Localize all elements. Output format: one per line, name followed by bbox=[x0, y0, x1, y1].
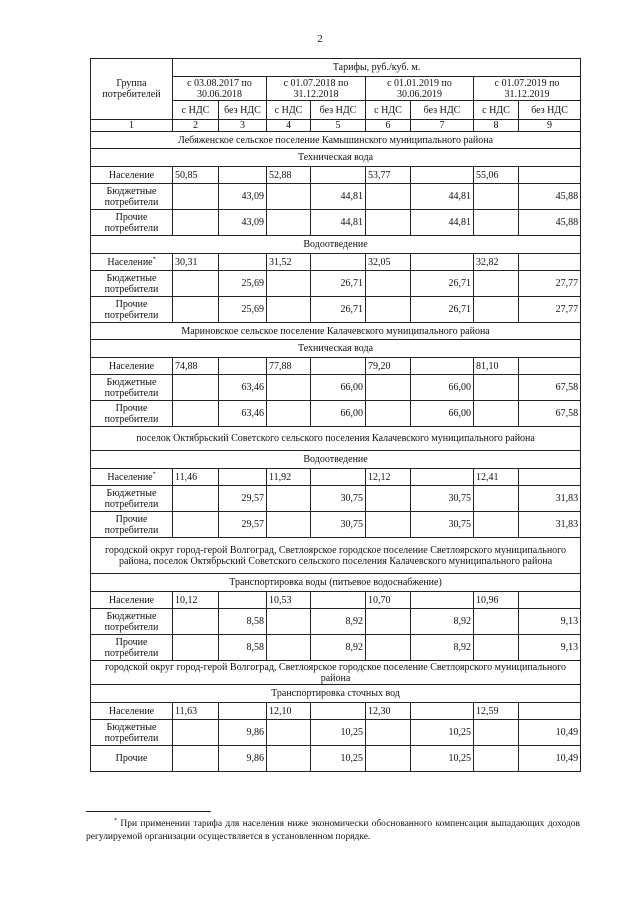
consumer-group-text: Бюджетные потребители bbox=[104, 272, 159, 295]
consumer-group-label bbox=[91, 401, 173, 427]
subsection-title: Техническая вода bbox=[91, 149, 581, 167]
tariff-with-vat bbox=[267, 746, 311, 772]
tariff-with-vat bbox=[366, 375, 411, 401]
tariff-with-vat: 55,06 bbox=[474, 167, 519, 184]
tariff-with-vat bbox=[267, 210, 311, 236]
tariff-without-vat: 43,09 bbox=[219, 184, 267, 210]
tariff-with-vat: 52,88 bbox=[267, 167, 311, 184]
vat-without-header: без НДС bbox=[219, 101, 267, 120]
tariff-with-vat bbox=[173, 401, 219, 427]
tariff-with-vat: 12,41 bbox=[474, 469, 519, 486]
tariff-without-vat: 10,49 bbox=[519, 720, 581, 746]
tariff-with-vat bbox=[267, 401, 311, 427]
table-row bbox=[91, 703, 581, 720]
tariff-without-vat: 27,77 bbox=[519, 271, 581, 297]
tariff-without-vat: 29,57 bbox=[219, 486, 267, 512]
tariff-without-vat: 10,25 bbox=[311, 720, 366, 746]
tariff-with-vat bbox=[474, 635, 519, 661]
tariff-with-vat bbox=[474, 375, 519, 401]
tariff-with-vat: 10,53 bbox=[267, 592, 311, 609]
consumer-group-label bbox=[91, 635, 173, 661]
tariff-without-vat: 44,81 bbox=[411, 184, 474, 210]
tariff-with-vat bbox=[173, 271, 219, 297]
tariff-with-vat bbox=[366, 609, 411, 635]
tariff-without-vat: 44,81 bbox=[311, 184, 366, 210]
tariff-without-vat: 45,88 bbox=[519, 184, 581, 210]
tariff-with-vat bbox=[474, 486, 519, 512]
tariff-with-vat bbox=[267, 486, 311, 512]
tariff-with-vat bbox=[474, 210, 519, 236]
tariff-without-vat bbox=[311, 167, 366, 184]
consumer-group-label bbox=[91, 184, 173, 210]
footnote-text: При применении тарифа для населения ниже экономически обоснованного компенсация выпадающих доходов регулируемой организации осуществляется в установленном порядке. bbox=[86, 819, 581, 842]
table-row bbox=[91, 297, 581, 323]
period-header: с 01.01.2019 по 30.06.2019 bbox=[366, 77, 474, 101]
tariff-with-vat: 11,63 bbox=[173, 703, 219, 720]
consumer-group-text: Бюджетные потребители bbox=[104, 185, 159, 208]
tariff-without-vat bbox=[311, 469, 366, 486]
table-row bbox=[91, 746, 581, 772]
tariff-with-vat bbox=[173, 746, 219, 772]
tariff-without-vat bbox=[311, 254, 366, 271]
tariff-with-vat bbox=[474, 184, 519, 210]
subsection-title: Транспортировка воды (питьевое водоснабжение) bbox=[91, 574, 581, 592]
tariff-without-vat: 44,81 bbox=[311, 210, 366, 236]
consumer-group-label bbox=[91, 720, 173, 746]
tariff-with-vat: 32,82 bbox=[474, 254, 519, 271]
column-number: 2 bbox=[173, 120, 219, 132]
tariff-without-vat: 31,83 bbox=[519, 486, 581, 512]
column-number: 1 bbox=[91, 120, 173, 132]
page-number: 2 bbox=[317, 33, 323, 45]
consumer-group-text: Население bbox=[107, 471, 153, 483]
tariff-without-vat: 8,58 bbox=[219, 609, 267, 635]
tariff-without-vat: 29,57 bbox=[219, 512, 267, 538]
consumer-group-label bbox=[91, 254, 173, 271]
tariff-without-vat: 30,75 bbox=[311, 512, 366, 538]
tariff-without-vat bbox=[411, 703, 474, 720]
section-title: поселок Октябрьский Советского сельского поселения Калачевского муниципального района bbox=[91, 427, 581, 451]
tariff-with-vat bbox=[366, 746, 411, 772]
tariff-with-vat: 53,77 bbox=[366, 167, 411, 184]
tariff-without-vat: 26,71 bbox=[311, 271, 366, 297]
tariff-without-vat: 31,83 bbox=[519, 512, 581, 538]
tariff-with-vat bbox=[267, 375, 311, 401]
tariff-without-vat bbox=[311, 592, 366, 609]
tariff-without-vat: 26,71 bbox=[411, 271, 474, 297]
section-title: Мариновское сельское поселение Калачевского муниципального района bbox=[91, 323, 581, 340]
table-row bbox=[91, 167, 581, 184]
tariff-with-vat bbox=[173, 635, 219, 661]
column-number: 4 bbox=[267, 120, 311, 132]
tariff-without-vat bbox=[219, 167, 267, 184]
section-title: Лебяженское сельское поселение Камышинского муниципального района bbox=[91, 132, 581, 149]
consumer-group-text: Прочие потребители bbox=[104, 402, 159, 425]
consumer-group-text: Население bbox=[108, 705, 155, 717]
tariff-without-vat bbox=[519, 167, 581, 184]
tariff-without-vat: 66,00 bbox=[411, 401, 474, 427]
tariff-without-vat: 66,00 bbox=[411, 375, 474, 401]
tariff-with-vat: 30,31 bbox=[173, 254, 219, 271]
tariff-with-vat bbox=[474, 297, 519, 323]
tariff-without-vat: 10,49 bbox=[519, 746, 581, 772]
tariff-with-vat bbox=[173, 210, 219, 236]
tariff-without-vat bbox=[219, 358, 267, 375]
tariff-without-vat bbox=[219, 592, 267, 609]
tariff-with-vat: 12,30 bbox=[366, 703, 411, 720]
tariff-with-vat bbox=[173, 184, 219, 210]
tariff-without-vat: 30,75 bbox=[411, 486, 474, 512]
tariff-with-vat: 50,85 bbox=[173, 167, 219, 184]
tariff-without-vat bbox=[219, 254, 267, 271]
column-number: 3 bbox=[219, 120, 267, 132]
tariff-with-vat bbox=[366, 401, 411, 427]
tariff-with-vat bbox=[173, 512, 219, 538]
table-row bbox=[91, 271, 581, 297]
column-number: 5 bbox=[311, 120, 366, 132]
table-row bbox=[91, 635, 581, 661]
tariff-with-vat bbox=[267, 512, 311, 538]
tariff-without-vat: 30,75 bbox=[311, 486, 366, 512]
consumer-group-label bbox=[91, 469, 173, 486]
tariff-without-vat: 63,46 bbox=[219, 401, 267, 427]
tariff-without-vat: 8,58 bbox=[219, 635, 267, 661]
tariff-without-vat: 63,46 bbox=[219, 375, 267, 401]
table-row bbox=[91, 358, 581, 375]
table-row bbox=[91, 375, 581, 401]
period-header: с 01.07.2019 по 31.12.2019 bbox=[474, 77, 581, 101]
vat-with-header: с НДС bbox=[366, 101, 411, 120]
tariff-with-vat bbox=[474, 720, 519, 746]
subsection-title: Техническая вода bbox=[91, 340, 581, 358]
tariff-with-vat: 31,52 bbox=[267, 254, 311, 271]
tariff-without-vat: 9,13 bbox=[519, 609, 581, 635]
column-number: 8 bbox=[474, 120, 519, 132]
tariff-without-vat: 43,09 bbox=[219, 210, 267, 236]
period-header: с 01.07.2018 по 31.12.2018 bbox=[267, 77, 366, 101]
vat-with-header: с НДС bbox=[474, 101, 519, 120]
column-number: 7 bbox=[411, 120, 474, 132]
tariff-without-vat: 10,25 bbox=[411, 720, 474, 746]
period-header: с 03.08.2017 по 30.06.2018 bbox=[173, 77, 267, 101]
table-row bbox=[91, 469, 581, 486]
column-number: 9 bbox=[519, 120, 581, 132]
tariff-without-vat: 8,92 bbox=[311, 635, 366, 661]
tariff-with-vat bbox=[474, 512, 519, 538]
tariff-with-vat bbox=[267, 297, 311, 323]
tariff-with-vat: 81,10 bbox=[474, 358, 519, 375]
table-row bbox=[91, 609, 581, 635]
tariff-with-vat bbox=[366, 486, 411, 512]
table-row bbox=[91, 210, 581, 236]
tariff-without-vat: 10,25 bbox=[311, 746, 366, 772]
tariff-without-vat bbox=[519, 358, 581, 375]
consumer-group-text: Бюджетные потребители bbox=[104, 610, 159, 633]
consumer-group-text: Прочие потребители bbox=[104, 636, 159, 659]
tariff-with-vat bbox=[366, 210, 411, 236]
tariff-with-vat bbox=[173, 486, 219, 512]
consumer-group-label bbox=[91, 609, 173, 635]
tariff-without-vat: 10,25 bbox=[411, 746, 474, 772]
tariff-with-vat: 10,70 bbox=[366, 592, 411, 609]
tariff-without-vat: 67,58 bbox=[519, 375, 581, 401]
tariff-without-vat: 30,75 bbox=[411, 512, 474, 538]
consumer-group-text: Прочие потребители bbox=[104, 211, 159, 234]
consumer-group-text: Бюджетные потребители bbox=[104, 487, 159, 510]
tariff-with-vat bbox=[366, 512, 411, 538]
footnote-ref: * bbox=[152, 256, 156, 263]
tariff-with-vat bbox=[474, 271, 519, 297]
tariff-with-vat: 12,12 bbox=[366, 469, 411, 486]
tariff-without-vat bbox=[219, 469, 267, 486]
footnote-ref: * bbox=[152, 471, 156, 478]
tariff-with-vat bbox=[267, 184, 311, 210]
tariff-without-vat bbox=[411, 469, 474, 486]
consumer-group-label bbox=[91, 703, 173, 720]
tariff-without-vat: 25,69 bbox=[219, 271, 267, 297]
tariff-without-vat bbox=[411, 358, 474, 375]
table-row bbox=[91, 512, 581, 538]
consumer-group-label bbox=[91, 746, 173, 772]
tariff-with-vat bbox=[267, 635, 311, 661]
tariff-with-vat: 10,12 bbox=[173, 592, 219, 609]
group-header: Группа потребителей bbox=[91, 59, 173, 120]
tariff-with-vat: 10,96 bbox=[474, 592, 519, 609]
tariff-without-vat: 66,00 bbox=[311, 375, 366, 401]
tariff-without-vat bbox=[519, 703, 581, 720]
tariff-without-vat bbox=[519, 469, 581, 486]
tariff-with-vat: 77,88 bbox=[267, 358, 311, 375]
consumer-group-text: Население bbox=[108, 169, 155, 181]
tariff-with-vat bbox=[474, 401, 519, 427]
table-row bbox=[91, 184, 581, 210]
tariff-with-vat bbox=[366, 184, 411, 210]
tariff-table bbox=[90, 58, 581, 772]
tariff-without-vat: 9,86 bbox=[219, 720, 267, 746]
tariff-with-vat bbox=[267, 609, 311, 635]
table-row bbox=[91, 486, 581, 512]
tariff-without-vat: 67,58 bbox=[519, 401, 581, 427]
column-number: 6 bbox=[366, 120, 411, 132]
tariff-without-vat: 26,71 bbox=[411, 297, 474, 323]
section-title: городской округ город-герой Волгоград, Светлоярское городское поселение Светлоярского муниципального района bbox=[91, 661, 581, 685]
consumer-group-label bbox=[91, 297, 173, 323]
tariff-without-vat bbox=[311, 703, 366, 720]
tariff-without-vat: 9,86 bbox=[219, 746, 267, 772]
vat-with-header: с НДС bbox=[173, 101, 219, 120]
tariff-without-vat bbox=[411, 592, 474, 609]
tariff-with-vat bbox=[267, 271, 311, 297]
tariff-with-vat: 11,46 bbox=[173, 469, 219, 486]
tariff-with-vat bbox=[474, 746, 519, 772]
tariff-with-vat: 79,20 bbox=[366, 358, 411, 375]
tariff-with-vat: 12,59 bbox=[474, 703, 519, 720]
consumer-group-label bbox=[91, 271, 173, 297]
tariff-without-vat bbox=[219, 703, 267, 720]
tariff-with-vat bbox=[173, 375, 219, 401]
tariff-without-vat: 8,92 bbox=[411, 635, 474, 661]
tariff-without-vat bbox=[519, 254, 581, 271]
vat-with-header: с НДС bbox=[267, 101, 311, 120]
tariff-header: Тарифы, руб./куб. м. bbox=[173, 59, 581, 77]
subsection-title: Транспортировка сточных вод bbox=[91, 685, 581, 703]
tariff-without-vat: 26,71 bbox=[311, 297, 366, 323]
consumer-group-text: Прочие bbox=[115, 753, 148, 764]
tariff-without-vat: 44,81 bbox=[411, 210, 474, 236]
footnote-divider bbox=[86, 811, 211, 812]
tariff-without-vat: 25,69 bbox=[219, 297, 267, 323]
consumer-group-text: Бюджетные потребители bbox=[104, 376, 159, 399]
tariff-with-vat: 74,88 bbox=[173, 358, 219, 375]
consumer-group-label bbox=[91, 486, 173, 512]
tariff-with-vat bbox=[173, 297, 219, 323]
tariff-without-vat: 66,00 bbox=[311, 401, 366, 427]
consumer-group-text: Население bbox=[108, 360, 155, 372]
consumer-group-text: Население bbox=[107, 256, 153, 268]
vat-without-header: без НДС bbox=[411, 101, 474, 120]
consumer-group-text: Прочие потребители bbox=[104, 298, 159, 321]
consumer-group-label bbox=[91, 512, 173, 538]
tariff-without-vat: 9,13 bbox=[519, 635, 581, 661]
consumer-group-label bbox=[91, 592, 173, 609]
consumer-group-label bbox=[91, 358, 173, 375]
vat-without-header: без НДС bbox=[519, 101, 581, 120]
tariff-without-vat bbox=[411, 254, 474, 271]
tariff-with-vat bbox=[474, 609, 519, 635]
consumer-group-label bbox=[91, 375, 173, 401]
tariff-with-vat: 32,05 bbox=[366, 254, 411, 271]
tariff-without-vat bbox=[519, 592, 581, 609]
tariff-with-vat bbox=[366, 720, 411, 746]
footnote-mark: * bbox=[114, 817, 117, 824]
tariff-without-vat bbox=[311, 358, 366, 375]
consumer-group-text: Прочие потребители bbox=[104, 513, 159, 536]
tariff-with-vat bbox=[267, 720, 311, 746]
table-row bbox=[91, 254, 581, 271]
tariff-without-vat: 45,88 bbox=[519, 210, 581, 236]
table-row bbox=[91, 720, 581, 746]
tariff-with-vat bbox=[366, 271, 411, 297]
tariff-with-vat: 12,10 bbox=[267, 703, 311, 720]
subsection-title: Водоотведение bbox=[91, 451, 581, 469]
consumer-group-text: Население bbox=[108, 594, 155, 606]
footnote bbox=[86, 818, 580, 844]
tariff-with-vat bbox=[366, 635, 411, 661]
table-row bbox=[91, 592, 581, 609]
tariff-with-vat bbox=[173, 609, 219, 635]
tariff-without-vat: 8,92 bbox=[411, 609, 474, 635]
tariff-without-vat: 27,77 bbox=[519, 297, 581, 323]
tariff-without-vat bbox=[411, 167, 474, 184]
tariff-with-vat bbox=[173, 720, 219, 746]
subsection-title: Водоотведение bbox=[91, 236, 581, 254]
tariff-with-vat: 11,92 bbox=[267, 469, 311, 486]
tariff-without-vat: 8,92 bbox=[311, 609, 366, 635]
section-title: городской округ город-герой Волгоград, Светлоярское городское поселение Светлоярского муниципального района, поселок Октябрьский Советского сельского поселения Калачевского муниципального района bbox=[91, 538, 581, 574]
tariff-with-vat bbox=[366, 297, 411, 323]
consumer-group-text: Бюджетные потребители bbox=[104, 721, 159, 744]
consumer-group-label bbox=[91, 167, 173, 184]
table-row bbox=[91, 401, 581, 427]
consumer-group-label bbox=[91, 210, 173, 236]
vat-without-header: без НДС bbox=[311, 101, 366, 120]
